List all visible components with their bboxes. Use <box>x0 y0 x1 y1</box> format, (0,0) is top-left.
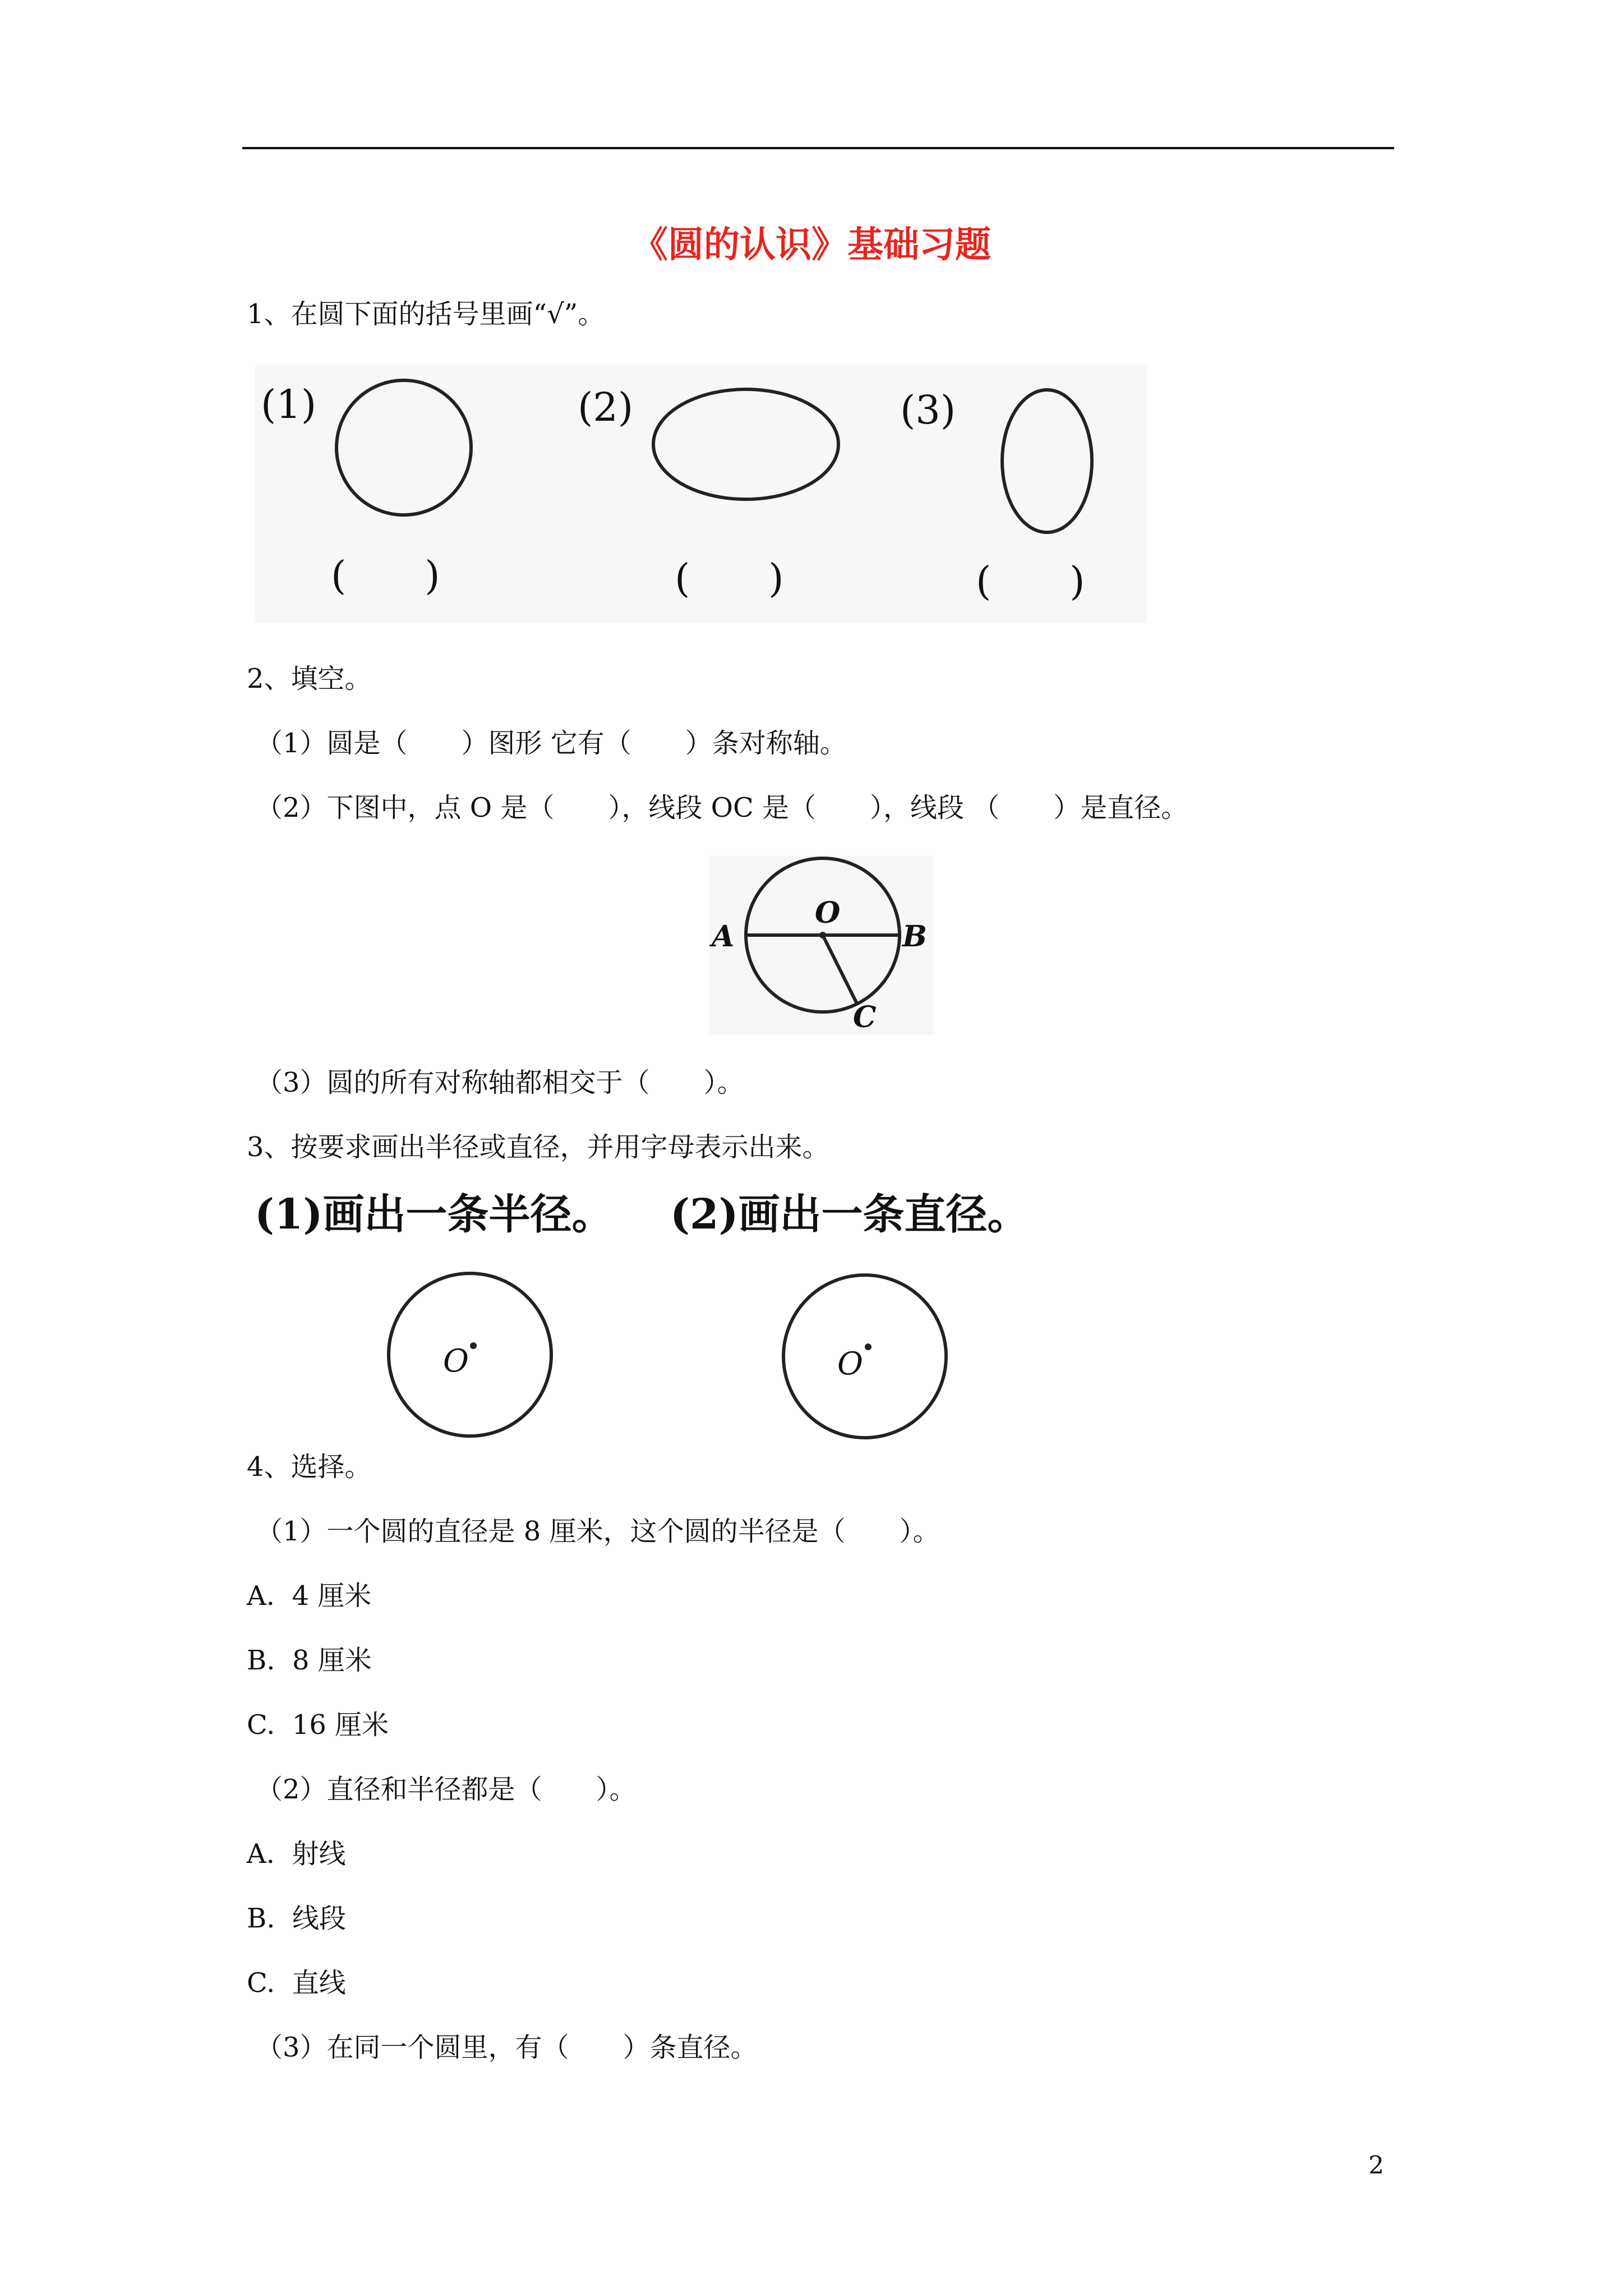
figure-1-answer-blank: ( ) <box>331 553 440 599</box>
center-label-2: O <box>837 1346 863 1382</box>
question-2-part-1: （1）圆是（ ）图形 它有（ ）条对称轴。 <box>256 728 847 759</box>
question-1-shapes-figure <box>255 365 1147 623</box>
question-2-part-2: （2）下图中，点 O 是（ ），线段 OC 是（ ），线段 （ ）是直径。 <box>256 792 1188 823</box>
figure-2-answer-blank: ( ) <box>675 555 784 601</box>
center-label-1: O <box>443 1343 469 1379</box>
question-3-drawing-figure <box>252 1184 1049 1447</box>
label-a: A <box>712 919 735 954</box>
center-point-1 <box>470 1342 477 1349</box>
question-4-part-1-option-b: B. 8 厘米 <box>247 1645 372 1676</box>
question-4: 4、选择。 <box>247 1451 372 1483</box>
page-title: 《圆的认识》基础习题 <box>632 224 991 266</box>
figure-3-label: (3) <box>900 387 956 433</box>
question-1: 1、在圆下面的括号里画“√”。 <box>247 298 605 330</box>
question-4-part-2: （2）直径和半径都是（ ）。 <box>256 1774 637 1805</box>
page-number: 2 <box>1368 2151 1384 2180</box>
question-4-part-3: （3）在同一个圆里，有（ ）条直径。 <box>256 2032 758 2063</box>
figure-1-label: (1) <box>261 381 317 427</box>
label-o: O <box>815 896 841 930</box>
header-rule <box>242 147 1394 149</box>
diameter-task-circle <box>783 1275 946 1438</box>
center-point-2 <box>865 1343 872 1350</box>
question-4-part-1-option-c: C. 16 厘米 <box>247 1709 389 1741</box>
center-point-o <box>819 932 826 938</box>
question-2: 2、填空。 <box>247 663 372 694</box>
figure-2-label: (2) <box>578 384 634 430</box>
question-4-part-2-option-c: C. 直线 <box>247 1967 346 1999</box>
question-4-part-1: （1）一个圆的直径是 8 厘米，这个圆的半径是（ ）。 <box>256 1516 940 1547</box>
figure-3-answer-blank: ( ) <box>976 558 1085 604</box>
question-4-part-1-option-a: A. 4 厘米 <box>247 1580 372 1612</box>
task-draw-radius: (1)画出一条半径。 <box>255 1190 614 1239</box>
question-4-part-2-option-b: B. 线段 <box>247 1903 347 1934</box>
label-c: C <box>853 1000 877 1034</box>
task-draw-diameter: (2)画出一条直径。 <box>670 1190 1029 1239</box>
question-4-part-2-option-a: A. 射线 <box>247 1838 346 1870</box>
circle-diagram-aobc <box>709 855 934 1035</box>
label-b: B <box>902 919 927 954</box>
radius-task-circle <box>389 1273 551 1436</box>
question-3: 3、按要求画出半径或直径，并用字母表示出来。 <box>247 1131 829 1163</box>
question-2-part-3: （3）圆的所有对称轴都相交于（ ）。 <box>256 1067 744 1098</box>
